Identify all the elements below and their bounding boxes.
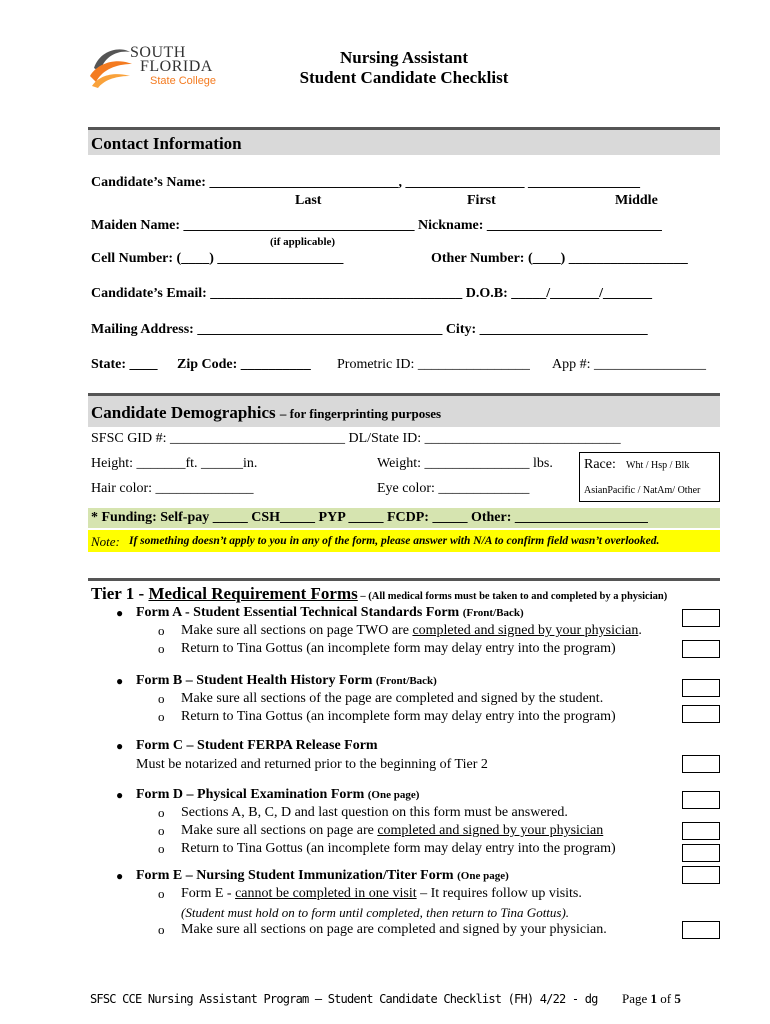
form-e-item1-end: – It requires follow up visits. bbox=[416, 886, 582, 901]
demographics-heading-suffix: – for fingerprinting purposes bbox=[279, 406, 442, 421]
tier1-heading-suffix: – (All medical forms must be taken to and completed by a physician) bbox=[357, 591, 668, 602]
weight-field[interactable]: Weight: _______________ lbs. bbox=[377, 456, 553, 471]
form-e-checkbox[interactable] bbox=[682, 866, 720, 884]
label-middle: Middle bbox=[615, 193, 658, 208]
form-a-item2: Return to Tina Gottus (an incomplete form may delay entry into the program) bbox=[181, 641, 616, 656]
circle-bullet-icon: o bbox=[158, 709, 165, 724]
tier1-rule bbox=[88, 578, 720, 581]
form-a-item1-end: . bbox=[638, 623, 642, 638]
form-b-item2: Return to Tina Gottus (an incomplete form may delay entry into the program) bbox=[181, 709, 616, 724]
logo-line2: FLORIDA bbox=[140, 58, 213, 75]
page-total: 5 bbox=[674, 991, 681, 1006]
page-number bbox=[622, 991, 681, 1007]
form-b-item1: Make sure all sections of the page are completed and signed by the student. bbox=[181, 691, 604, 706]
cell-number-field[interactable]: Cell Number: (____) __________________ bbox=[91, 251, 344, 266]
form-a-checkbox[interactable] bbox=[682, 609, 720, 627]
circle-bullet-icon: o bbox=[158, 805, 165, 820]
email-dob-field[interactable]: Candidate’s Email: ____________________________________ D.O.B: _____/_______/_______ bbox=[91, 286, 653, 301]
circle-bullet-icon: o bbox=[158, 623, 165, 638]
bullet-icon: ● bbox=[116, 788, 124, 802]
form-d-item2-underlined: completed and signed by your physician bbox=[377, 823, 604, 838]
app-number-field[interactable]: App #: ________________ bbox=[552, 357, 706, 372]
maiden-nickname-field[interactable]: Maiden Name: _________________________________ Nickname: _________________________ bbox=[91, 218, 662, 233]
note-label: Note: bbox=[91, 534, 120, 549]
form-a-item1-text: Make sure all sections on page TWO are bbox=[181, 623, 413, 638]
circle-bullet-icon: o bbox=[158, 691, 165, 706]
form-d-item2-text: Make sure all sections on page are bbox=[181, 823, 378, 838]
footer-text: SFSC CCE Nursing Assistant Program — Student Candidate Checklist (FH) 4/22 - dg bbox=[90, 992, 598, 1006]
form-a-item1 bbox=[181, 623, 642, 639]
circle-bullet-icon: o bbox=[158, 841, 165, 856]
tier1-heading bbox=[91, 584, 667, 604]
demographics-heading-main: Candidate Demographics bbox=[91, 403, 276, 422]
form-e-title-text: Form E – Nursing Student Immunization/Titer Form bbox=[136, 868, 454, 883]
form-e-item2: Make sure all sections on page are completed and signed by your physician. bbox=[181, 922, 607, 937]
mailing-city-field[interactable]: Mailing Address: ___________________________________ City: ________________________ bbox=[91, 322, 648, 337]
demographics-section-header bbox=[88, 393, 720, 427]
height-field[interactable]: Height: _______ft. ______in. bbox=[91, 456, 258, 471]
logo-line3: State College bbox=[150, 75, 217, 87]
bullet-icon: ● bbox=[116, 606, 124, 620]
form-b-title-text: Form B – Student Health History Form bbox=[136, 673, 373, 688]
form-c-checkbox[interactable] bbox=[682, 755, 720, 773]
form-e-title bbox=[136, 868, 509, 884]
bullet-icon: ● bbox=[116, 869, 124, 883]
form-d-checkbox-3[interactable] bbox=[682, 844, 720, 862]
form-e-item1 bbox=[181, 886, 582, 902]
form-b-title bbox=[136, 673, 437, 689]
candidate-name-field[interactable]: Candidate’s Name: ___________________________, _________________ ________________ bbox=[91, 175, 640, 190]
form-a-checkbox-2[interactable] bbox=[682, 640, 720, 658]
eye-color-field[interactable]: Eye color: _____________ bbox=[377, 481, 530, 496]
form-d-title-text: Form D – Physical Examination Form bbox=[136, 787, 365, 802]
gid-dl-field[interactable]: SFSC GID #: _________________________ DL/State ID: ____________________________ bbox=[91, 431, 621, 446]
logo-line1: SOUTH bbox=[130, 44, 186, 61]
form-c-title: Form C – Student FERPA Release Form bbox=[136, 738, 378, 753]
form-d-item3: Return to Tina Gottus (an incomplete form may delay entry into the program) bbox=[181, 841, 616, 856]
contact-section-header bbox=[88, 127, 720, 155]
form-e-item1-underlined: cannot be completed in one visit bbox=[235, 886, 417, 901]
race-options-1: Wht / Hsp / Blk bbox=[626, 460, 690, 471]
page-title-line2: Student Candidate Checklist bbox=[299, 68, 509, 87]
page-of: of bbox=[657, 991, 675, 1006]
hair-color-field[interactable]: Hair color: ______________ bbox=[91, 481, 254, 496]
form-a-item1-underlined: completed and signed by your physician bbox=[412, 623, 639, 638]
contact-heading: Contact Information bbox=[91, 134, 242, 153]
circle-bullet-icon: o bbox=[158, 641, 165, 656]
tier1-heading-main: Medical Requirement Forms bbox=[148, 584, 358, 603]
funding-field[interactable]: * Funding: Self-pay _____ CSH_____ PYP _____ FCDP: _____ Other: ___________________ bbox=[91, 510, 648, 525]
demographics-heading bbox=[91, 403, 441, 423]
form-c-line2: Must be notarized and returned prior to the beginning of Tier 2 bbox=[136, 757, 488, 772]
circle-bullet-icon: o bbox=[158, 922, 165, 937]
form-b-checkbox-2[interactable] bbox=[682, 705, 720, 723]
race-label: Race: bbox=[584, 457, 616, 472]
race-box[interactable] bbox=[579, 452, 720, 502]
circle-bullet-icon: o bbox=[158, 823, 165, 838]
note-text: If something doesn’t apply to you in any of the form, please answer with N/A to confirm field wasn’t overlooked. bbox=[129, 535, 660, 547]
prometric-field[interactable]: Prometric ID: ________________ bbox=[337, 357, 530, 372]
zip-field[interactable]: Zip Code: __________ bbox=[177, 357, 311, 372]
form-b-suffix: (Front/Back) bbox=[375, 675, 437, 687]
if-applicable-note: (if applicable) bbox=[270, 236, 336, 248]
form-d-suffix: (One page) bbox=[367, 789, 420, 801]
page-title-line1: Nursing Assistant bbox=[339, 48, 468, 67]
form-d-checkbox-2[interactable] bbox=[682, 822, 720, 840]
form-d-item1: Sections A, B, C, D and last question on this form must be answered. bbox=[181, 805, 568, 820]
form-a-title-text: Form A - Student Essential Technical Standards Form bbox=[136, 605, 460, 620]
form-d-title bbox=[136, 787, 419, 803]
state-field[interactable]: State: ____ bbox=[91, 357, 158, 372]
form-d-item2 bbox=[181, 823, 603, 839]
form-e-item1-note: (Student must hold on to form until completed, then return to Tina Gottus). bbox=[181, 905, 570, 920]
bullet-icon: ● bbox=[116, 674, 124, 688]
form-d-checkbox[interactable] bbox=[682, 791, 720, 809]
page-prefix: Page bbox=[622, 991, 651, 1006]
tier1-heading-prefix: Tier 1 - bbox=[91, 584, 149, 603]
form-e-suffix: (One page) bbox=[457, 870, 509, 882]
bullet-icon: ● bbox=[116, 739, 124, 753]
label-first: First bbox=[467, 193, 496, 208]
race-options-2: AsianPacific / NatAm/ Other bbox=[584, 485, 701, 496]
other-number-field[interactable]: Other Number: (____) _________________ bbox=[431, 251, 688, 266]
form-a-suffix: (Front/Back) bbox=[462, 607, 524, 619]
form-a-title bbox=[136, 605, 524, 621]
form-b-checkbox[interactable] bbox=[682, 679, 720, 697]
circle-bullet-icon: o bbox=[158, 886, 165, 901]
label-last: Last bbox=[295, 193, 322, 208]
form-e-item1-text: Form E - bbox=[181, 886, 236, 901]
page-current: 1 bbox=[650, 991, 658, 1006]
form-e-checkbox-2[interactable] bbox=[682, 921, 720, 939]
